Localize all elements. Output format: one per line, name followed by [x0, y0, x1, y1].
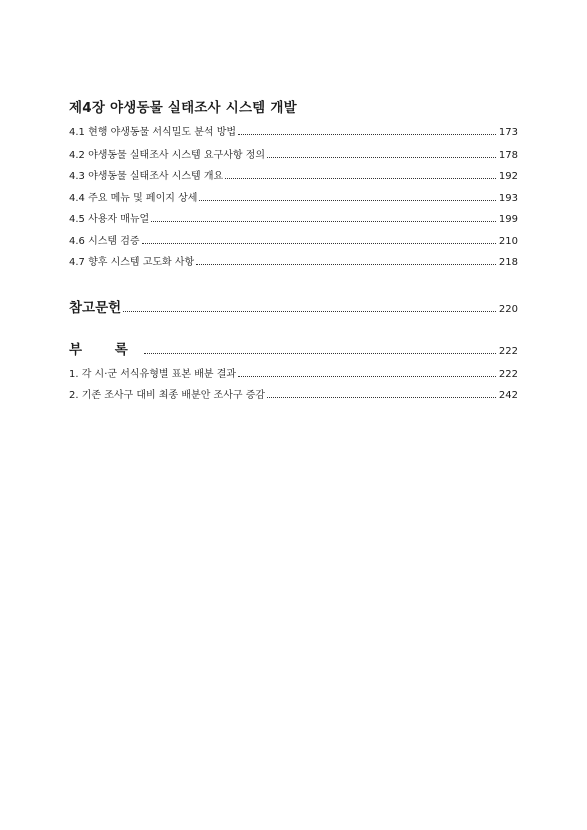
dot-leader [151, 221, 496, 222]
toc-page-number: 173 [498, 127, 518, 138]
dot-leader [199, 200, 496, 201]
toc-entry-label: 4.6 시스템 검증 [69, 236, 140, 247]
toc-page-number: 222 [498, 346, 518, 357]
toc-entry-label: 2. 기존 조사구 대비 최종 배분안 조사구 증감 [69, 390, 266, 401]
toc-page-number: 193 [498, 193, 518, 204]
toc-page-number: 192 [498, 171, 518, 182]
toc-entry-label: 1. 각 시·군 서식유형별 표본 배분 결과 [69, 369, 237, 380]
chapter-title: 제4장 야생동물 실태조사 시스템 개발 [69, 100, 297, 116]
toc-entry-label: 4.7 향후 시스템 고도화 사항 [69, 257, 195, 268]
toc-entry-label: 4.2 야생동물 실태조사 시스템 요구사항 정의 [69, 150, 266, 161]
toc-entry-label: 4.4 주요 메뉴 및 페이지 상세 [69, 193, 198, 204]
toc-entry-label: 4.1 현행 야생동물 서식밀도 분석 방법 [69, 127, 237, 138]
dot-leader [123, 311, 496, 312]
dot-leader [267, 157, 496, 158]
toc-entry-appendix-2[interactable] [69, 387, 518, 401]
dot-leader [225, 178, 496, 179]
toc-entry-4-5[interactable] [69, 211, 518, 225]
toc-page-number: 242 [498, 390, 518, 401]
toc-entry-appendix[interactable] [69, 340, 518, 358]
toc-entry-appendix-1[interactable] [69, 366, 518, 380]
toc-entry-4-7[interactable] [69, 254, 518, 268]
toc-entry-4-1[interactable] [69, 124, 518, 138]
toc-entry-4-4[interactable] [69, 190, 518, 204]
toc-page-number: 218 [498, 257, 518, 268]
toc-entry-4-3[interactable] [69, 168, 518, 182]
toc-page-number: 199 [498, 214, 518, 225]
dot-leader [144, 353, 496, 354]
toc-entry-4-2[interactable] [69, 147, 518, 161]
dot-leader [267, 397, 496, 398]
dot-leader [196, 264, 496, 265]
dot-leader [142, 243, 496, 244]
toc-page-number: 222 [498, 369, 518, 380]
toc-page-number: 220 [498, 304, 518, 315]
toc-entry-label: 부 록 [69, 342, 142, 358]
dot-leader [238, 134, 496, 135]
toc-entry-label: 4.5 사용자 매뉴얼 [69, 214, 150, 225]
toc-entry-label: 참고문헌 [69, 300, 122, 316]
toc-page-number: 210 [498, 236, 518, 247]
toc-entry-label: 4.3 야생동물 실태조사 시스템 개요 [69, 171, 224, 182]
toc-entry-4-6[interactable] [69, 233, 518, 247]
toc-page-number: 178 [498, 150, 518, 161]
dot-leader [238, 376, 496, 377]
toc-entry-references[interactable] [69, 298, 518, 316]
